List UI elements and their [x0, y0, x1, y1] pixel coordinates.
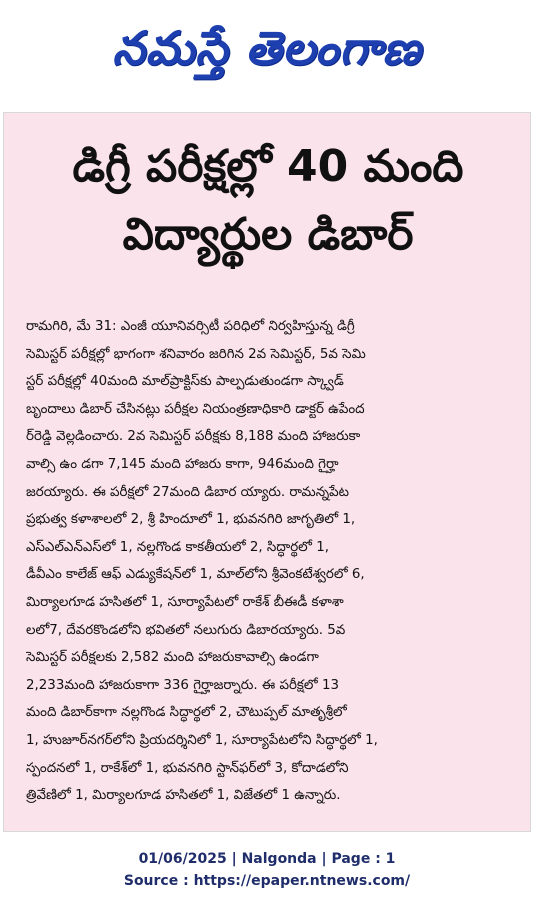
source-link[interactable]: Source : https://epaper.ntnews.com/ — [123, 873, 411, 889]
article-line: మిర్యాలగూడ హసితలో 1, సూర్యాపేటలో రాకేశ్ బీఈడీ కళాశా — [26, 594, 344, 610]
article-line: ప్రభుత్వ కళాశాలలో 2, శ్రీ హిందూలో 1, భువనగిరి జాగృతిలో 1, — [26, 512, 356, 528]
article-line: లలో7, దేవరకొండలోని భవితలో నలుగురు డిబారయ్యారు. 5వ — [26, 622, 346, 638]
article-line: సెమిస్టర్ పరీక్షలకు 2,582 మంది హాజరుకావాల్సి ఉండగా — [26, 650, 319, 666]
article-card — [3, 112, 531, 832]
headline-line-1: డిగ్రీ పరీక్షల్లో 40 మంది — [72, 141, 464, 192]
article-line: ఎస్‌ఎల్‌ఎన్‌ఎస్‌లో 1, నల్లగొండ కాకతీయలో 2, సిద్ధార్థలో 1, — [26, 539, 329, 555]
newspaper-logo: నమస్తే తెలంగాణ — [112, 21, 422, 75]
article-line: బృందాలు డిబార్ చేసినట్లు పరీక్షల నియంత్రణాధికారి డాక్టర్ ఉపేంద — [26, 401, 365, 417]
article-line: స్పందనలో 1, రాకేశ్‌లో 1, భువనగిరి స్టాన్‌ఫర్‌లో 3, కోదాడలోని — [26, 760, 349, 776]
article-line: మంది డిబార్‌కాగా నల్లగొండ సిద్ధార్థలో 2, చౌటుప్పల్ మాతృశ్రీలో — [26, 705, 347, 721]
article-line: డీవీఎం కాలేజ్ ఆఫ్ ఎడ్యుకేషన్‌లో 1, మాల్‌లోని శ్రీవెంకటేశ్వరలో 6, — [26, 567, 365, 583]
article-line: రామగిరి, మే 31: ఎంజీ యూనివర్సిటీ పరిధిలో నిర్వహిస్తున్న డిగ్రీ — [26, 319, 355, 334]
article-line: ర్‌రెడ్డి వెల్లడించారు. 2వ సెమిస్టర్ పరీక్షకు 8,188 మంది హాజరుకా — [26, 429, 361, 445]
masthead — [0, 0, 534, 108]
article-line: 2,233మంది హాజరుకాగా 336 గైర్హాజర్నారు. ఈ పరీక్షలో 13 — [26, 677, 339, 693]
headline-line-2: విద్యార్థుల డిబార్ — [122, 209, 414, 260]
page-footer — [0, 848, 534, 892]
article-line: వాల్సి ఉం డగా 7,145 మంది హాజరు కాగా, 946మంది గైర్హా — [26, 456, 339, 472]
edition-meta: 01/06/2025 | Nalgonda | Page : 1 — [138, 851, 396, 867]
article-body — [26, 313, 514, 810]
article-line: జరయ్యారు. ఈ పరీక్షలో 27మంది డిబార య్యారు. రామన్నపేట — [26, 484, 349, 500]
article-line: సెమిస్టర్ పరీక్షల్లో భాగంగా శనివారం జరిగిన 2వ సెమిస్టర్, 5వ సెమి — [26, 346, 366, 362]
article-line: 1, హుజూర్‌నగర్‌లోని ప్రియదర్శినిలో 1, సూర్యాపేటలోని సిద్ధార్థలో 1, — [26, 732, 378, 748]
article-line: స్టర్ పరీక్షల్లో 40మంది మాల్‌ప్రాక్టిస్‌కు పాల్పడుతుండగా స్క్వాడ్ — [26, 374, 344, 390]
article-headline — [4, 133, 532, 269]
article-line: త్రివేణిలో 1, మిర్యాలగూడ హసితలో 1, విజేతలో 1 ఉన్నారు. — [26, 788, 341, 804]
